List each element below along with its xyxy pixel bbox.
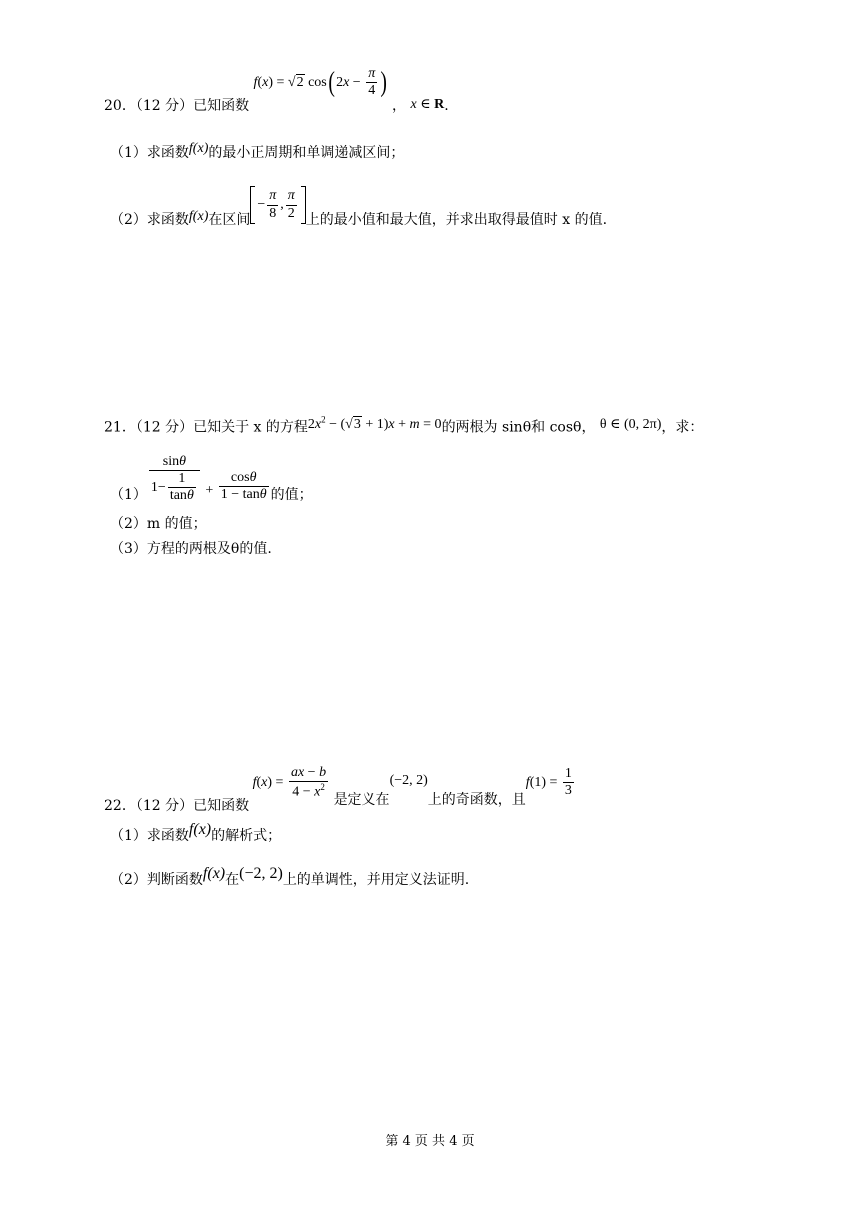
q20-part2-text: 上的最小值和最大值，并求出取得最值时 x 的值.: [305, 212, 608, 229]
q21-part2: （2）m 的值；: [110, 516, 207, 532]
q20-part1-text: 的最小正周期和单调递减区间；: [208, 145, 405, 161]
q20-part1: [110, 141, 405, 161]
q20-part2-mid: 在区间: [208, 212, 251, 229]
q20-part2-interval: − $\frac{\pi}{8}$ , $\frac{\pi}{2}$: [250, 197, 305, 212]
q21-stem-mid: 的两根为 sinθ和 cosθ，: [441, 419, 596, 436]
q22-stem-mid2: 上的奇函数，且: [427, 792, 526, 809]
q20-stem: [104, 66, 449, 114]
q20-domain: x ∈ R: [410, 96, 445, 112]
q21-stem-end: ，求：: [661, 419, 704, 436]
q22-function-formula: f(x) = $\frac{ax - b}{4 - x^2}$: [252, 765, 327, 800]
q21-equation: $2x^2 - (√3 + 1)x + m = 0$: [307, 414, 442, 432]
q22-part2-interval: (−2, 2): [239, 865, 283, 882]
q22-stem: [104, 765, 576, 813]
q20-stem-prefix: 20．（12 分）已知函数: [104, 97, 250, 114]
q21-stem: [104, 414, 704, 436]
q20-function-formula: f(x) = √2 cos(2x − $\frac{\pi}{4}$ ): [253, 66, 388, 99]
q21-part3: （3）方程的两根及θ的值.: [110, 541, 272, 557]
q22-part2-text: 上的单调性，并用定义法证明.: [282, 872, 470, 888]
q22-part2-mid: 在: [225, 872, 240, 888]
q20-part1-prefix: （1）求函数: [110, 145, 189, 161]
q20-end: .: [444, 97, 449, 114]
q22-part2-prefix: （2）判断函数: [110, 872, 203, 888]
q21-part1-text: 的值；: [270, 487, 313, 503]
q22-part2-func: f(x): [202, 865, 226, 882]
q22-part1: [110, 822, 281, 843]
q22-stem-prefix: 22．（12 分）已知函数: [104, 798, 250, 815]
q20-domain-sep: ，: [392, 97, 407, 114]
q22-part1-prefix: （1）求函数: [110, 828, 189, 844]
q20-part2: [110, 188, 608, 234]
q22-stem-mid: 是定义在: [333, 792, 390, 809]
q22-condition: f(1) = $\frac{1}{3}$: [525, 766, 572, 799]
q22-interval: (−2, 2): [389, 773, 428, 789]
q22-part1-text: 的解析式；: [211, 828, 282, 844]
q20-part2-prefix: （2）求函数: [110, 212, 189, 229]
q21-part1-label: （1）: [110, 487, 147, 503]
q22-part2: [110, 866, 469, 887]
page-footer: 第 4 页 共 4 页: [385, 1134, 475, 1149]
q22-part1-func: f(x): [188, 821, 212, 838]
q20-part2-func: f(x): [188, 209, 209, 225]
q20-part1-func: f(x): [188, 141, 209, 156]
q21-theta-range: θ ∈ (0, 2π): [599, 416, 662, 432]
q21-stem-prefix: 21．（12 分）已知关于 x 的方程: [104, 419, 308, 436]
q21-part1: [110, 454, 313, 504]
q21-part1-expression: sinθ 1− $\frac{1}{\tan\theta}$ + $\frac{\cos\theta}{1 - \tan\theta}$: [150, 454, 267, 504]
